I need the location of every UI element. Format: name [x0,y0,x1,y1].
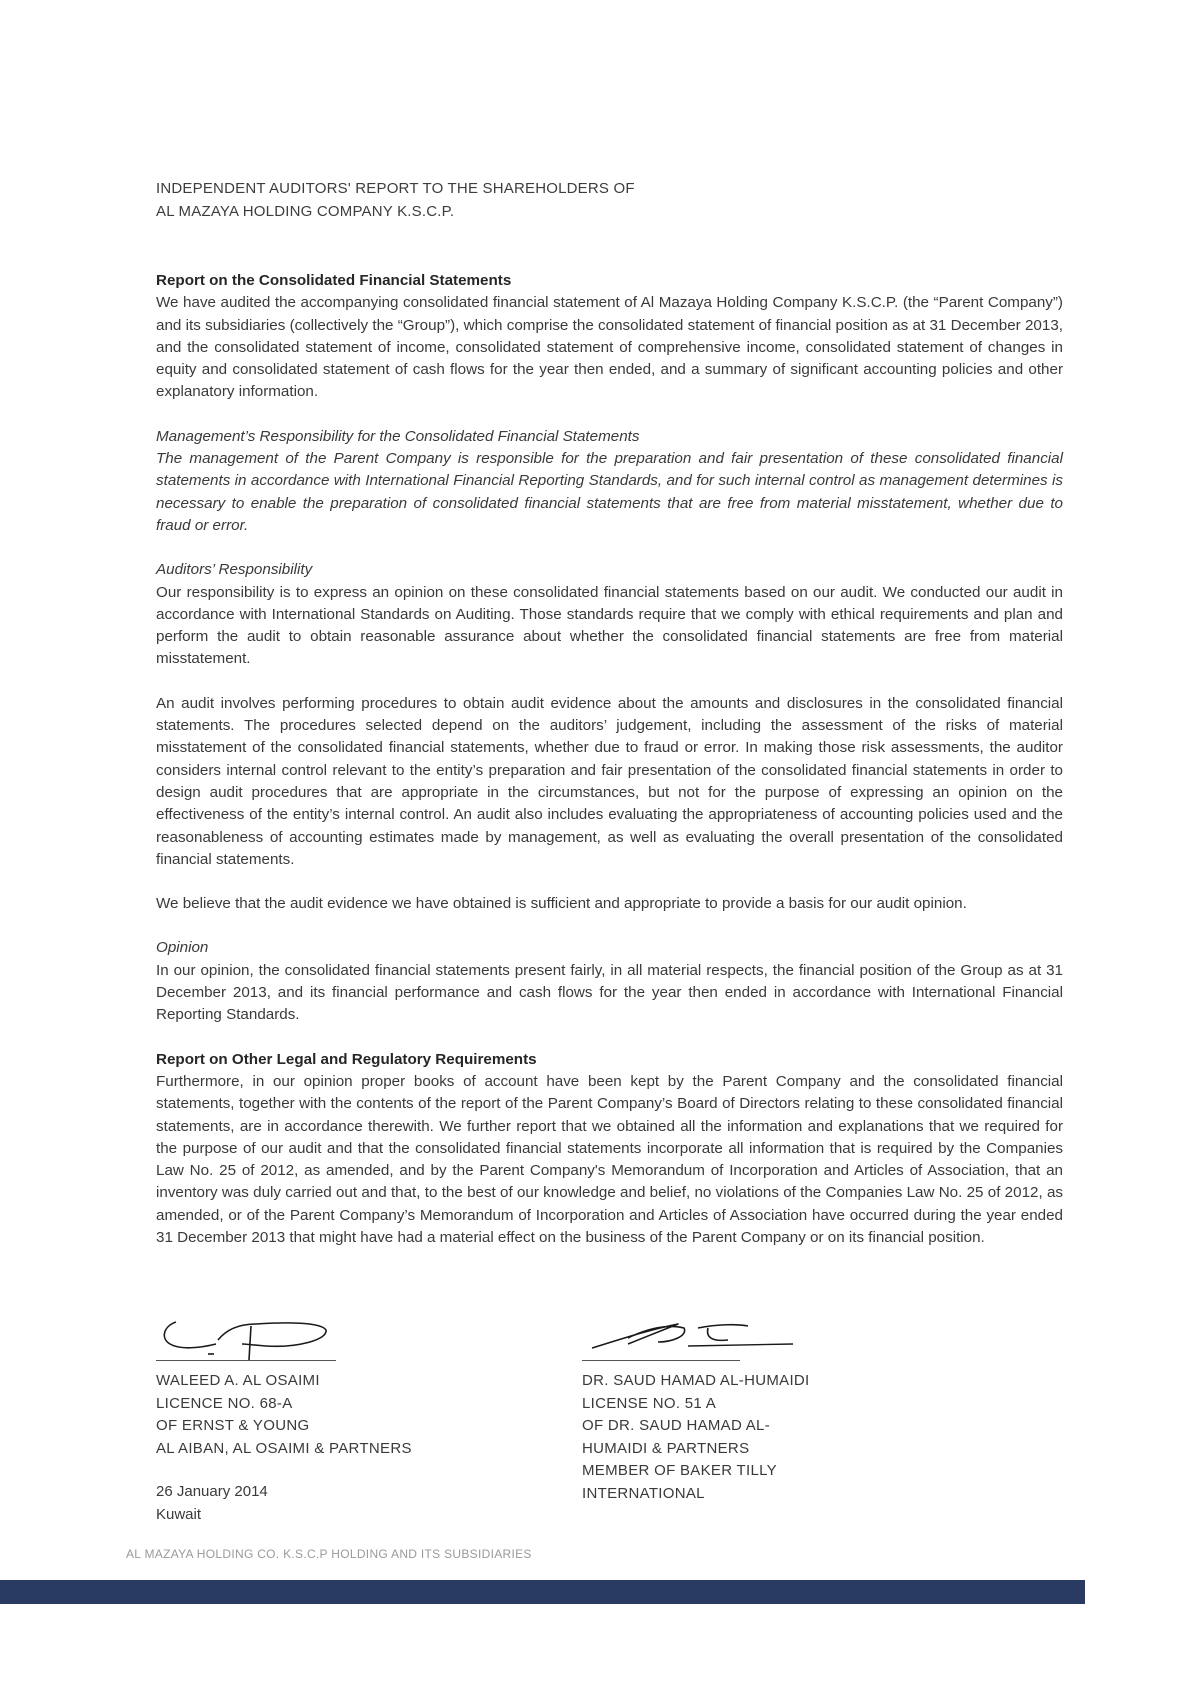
signatory-right-firm-2: HUMAIDI & PARTNERS [582,1439,750,1457]
section-heading-opinion: Opinion [156,939,209,957]
footer-company-name: AL MAZAYA HOLDING CO. K.S.C.P HOLDING AND ITS SUBSIDIARIES [126,1547,532,1561]
section-heading-management-responsibility: Management’s Responsibility for the Consolidated Financial Statements [156,427,640,445]
paragraph-auditors-responsibility-2: An audit involves performing procedures to obtain audit evidence about the amounts and disclosures in the consolidated financial statements. The procedures selected depend on the auditors’ judgement, including the assessment of the risks of material misstatement of the consolidated financial statements, whether due to fraud or error. In making those risk assessments, the auditor considers internal control relevant to the entity’s preparation and fair presentation of the consolidated financial statements in order to design audit procedures that are appropriate in the circumstances, but not for the purpose of expressing an opinion on the effectiveness of the entity’s internal control. An audit also includes evaluating the appropriateness of accounting policies used and the reasonableness of accounting estimates made by management, as well as evaluating the overall presentation of the consolidated financial statements. [156,694,1063,868]
signatory-right-member-1: MEMBER OF BAKER TILLY [582,1462,777,1479]
footer-bar [0,1580,1085,1604]
signatory-left [156,1370,412,1460]
paragraph-legal-requirements: Furthermore, in our opinion proper books of account have been kept by the Parent Company and the consolidated financial statements, together with the contents of the report of the Parent Company’s Board of Directors relating to these consolidated financial statements, are in accordance therewith. We further report that we obtained all the information and explanations that we required for the purpose of our audit and that the consolidated financial statements incorporate all information that is required by the Companies Law No. 25 of 2012, as amended, and by the Parent Company's Memorandum of Incorporation and Articles of Association, that an inventory was duly carried out and that, to the best of our knowledge and belief, no violations of the Companies Law No. 25 of 2012, as amended, or of the Parent Company’s Memorandum of Incorporation and Articles of Association have occurred during the year ended 31 December 2013 that might have had a material effect on the business of the Parent Company or on its financial position. [156,1072,1063,1246]
signature-right [588,1310,798,1356]
report-date: 26 January 2014 [156,1483,268,1500]
report-title-line-2: AL MAZAYA HOLDING COMPANY K.S.C.P. [156,203,455,220]
signatory-right-licence: LICENSE NO. 51 A [582,1394,717,1412]
signature-left [156,1300,346,1362]
report-title-line-1: INDEPENDENT AUDITORS' REPORT TO THE SHAREHOLDERS OF [156,180,635,197]
signatory-right-name: DR. SAUD HAMAD AL-HUMAIDI [582,1372,810,1389]
report-place: Kuwait [156,1505,202,1523]
report-body [156,270,1063,1249]
section-heading-auditors-responsibility: Auditors’ Responsibility [156,561,313,579]
signatory-left-partners: AL AIBAN, AL OSAIMI & PARTNERS [156,1439,412,1457]
signature-line-left [156,1360,336,1361]
signatory-left-licence: LICENCE NO. 68-A [156,1394,293,1412]
paragraph-financial-statements: We have audited the accompanying consolidated financial statement of Al Mazaya Holding Company K.S.C.P. (the “Parent Company”) and its subsidiaries (collectively the “Group”), which comprise the consolidated statement of financial position as at 31 December 2013, and the consolidated statement of income, consolidated statement of comprehensive income, consolidated statement of changes in equity and consolidated statement of cash flows for the year then ended, and a summary of significant accounting policies and other explanatory information. [156,294,1063,401]
signatory-right-member-2: INTERNATIONAL [582,1484,705,1502]
report-title [156,177,1056,223]
signatory-left-firm: OF ERNST & YOUNG [156,1417,310,1434]
signatory-right [582,1370,810,1505]
signatory-right-firm-1: OF DR. SAUD HAMAD AL- [582,1417,770,1434]
paragraph-auditors-responsibility-3: We believe that the audit evidence we have obtained is sufficient and appropriate to provide a basis for our audit opinion. [156,895,967,913]
section-heading-legal-requirements: Report on Other Legal and Regulatory Requirements [156,1050,537,1068]
section-heading-financial-statements: Report on the Consolidated Financial Statements [156,272,512,289]
paragraph-management-responsibility: The management of the Parent Company is responsible for the preparation and fair presentation of these consolidated financial statements in accordance with International Financial Reporting Standards, and for such internal control as management determines is necessary to enable the preparation of consolidated financial statements that are free from material misstatement, whether due to fraud or error. [156,450,1063,534]
paragraph-opinion: In our opinion, the consolidated financial statements present fairly, in all material respects, the financial position of the Group as at 31 December 2013, and its financial performance and cash flows for the year then ended in accordance with International Financial Reporting Standards. [156,961,1063,1024]
signatory-left-name: WALEED A. AL OSAIMI [156,1372,320,1389]
paragraph-auditors-responsibility-1: Our responsibility is to express an opinion on these consolidated financial statements based on our audit. We conducted our audit in accordance with International Standards on Auditing. Those standards require that we comply with ethical requirements and plan and perform the audit to obtain reasonable assurance about whether the consolidated financial statements are free from material misstatement. [156,583,1063,668]
report-date-place [156,1481,268,1526]
signature-line-right [582,1360,740,1361]
